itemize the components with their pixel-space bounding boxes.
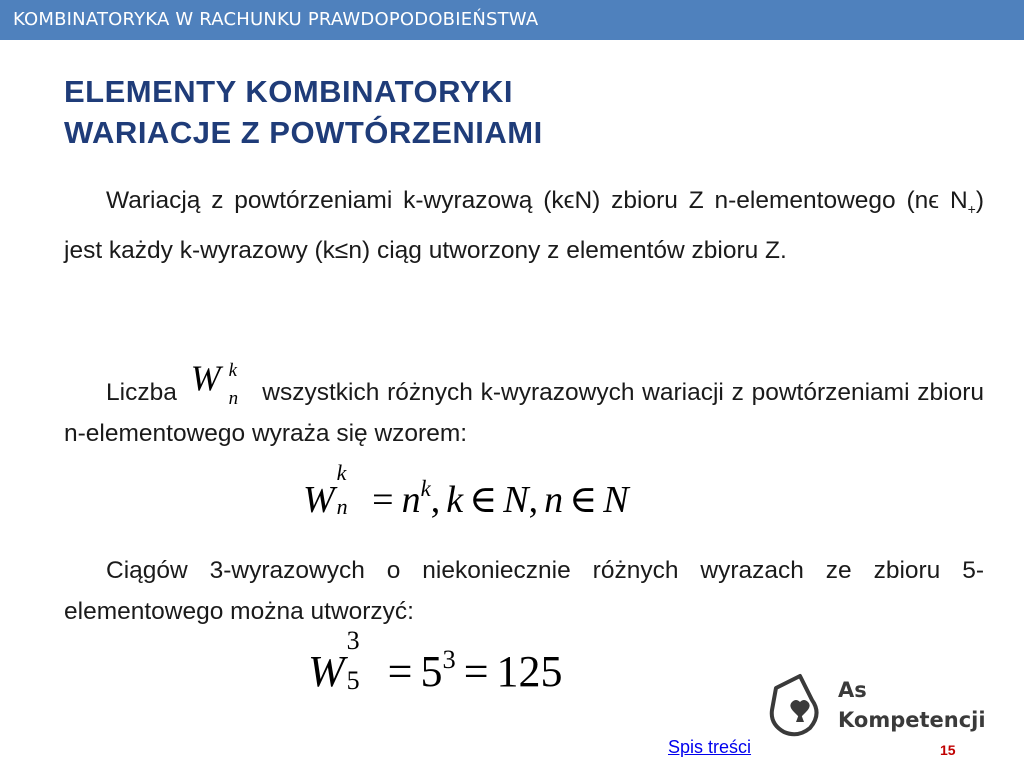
example-text: Ciągów 3-wyrazowych o niekoniecznie różnych wyrazach ze zbioru 5-elementowego można utworzyć: xyxy=(64,557,984,625)
definition-paragraph xyxy=(64,180,984,271)
inline-symbol-wnk: W k n xyxy=(190,358,239,409)
count-paragraph xyxy=(64,358,984,454)
banner-title: KOMBINATORYKA W RACHUNKU PRAWDOPODOBIEŃSTWA xyxy=(13,9,539,30)
definition-text-a: Wariacją z powtórzeniami k-wyrazową (kϵN) zbioru Z n-elementowego (nϵ N xyxy=(106,187,968,214)
definition-subscript: + xyxy=(967,200,976,217)
table-of-contents-link[interactable]: Spis treści xyxy=(668,737,752,757)
slide-title-line2: WARIACJE Z POWTÓRZENIAMI xyxy=(64,115,543,150)
example-paragraph xyxy=(64,550,984,632)
count-text-b: wszystkich różnych k-wyrazowych wariacji z powtórzeniami zbioru n-elementowego wyraża się wzorem: xyxy=(64,379,984,447)
definition-text-b: ) jest każdy k-wyrazowy (k≤n) ciąg utworzony z elementów zbioru Z. xyxy=(64,187,984,264)
top-banner xyxy=(0,0,1024,40)
example-formula: W 3 5 = $5^3 = 125$ xyxy=(308,626,563,696)
page-number: 15 xyxy=(940,742,956,758)
count-text-a: Liczba xyxy=(106,379,177,406)
slide-title-line1: ELEMENTY KOMBINATORYKI xyxy=(64,74,514,109)
spade-tag-icon xyxy=(766,670,832,740)
general-formula: W k n = $n^k$, k ∈ N, n ∈ N xyxy=(303,460,629,521)
as-kompetencji-logo: As Kompetencji xyxy=(766,670,996,740)
